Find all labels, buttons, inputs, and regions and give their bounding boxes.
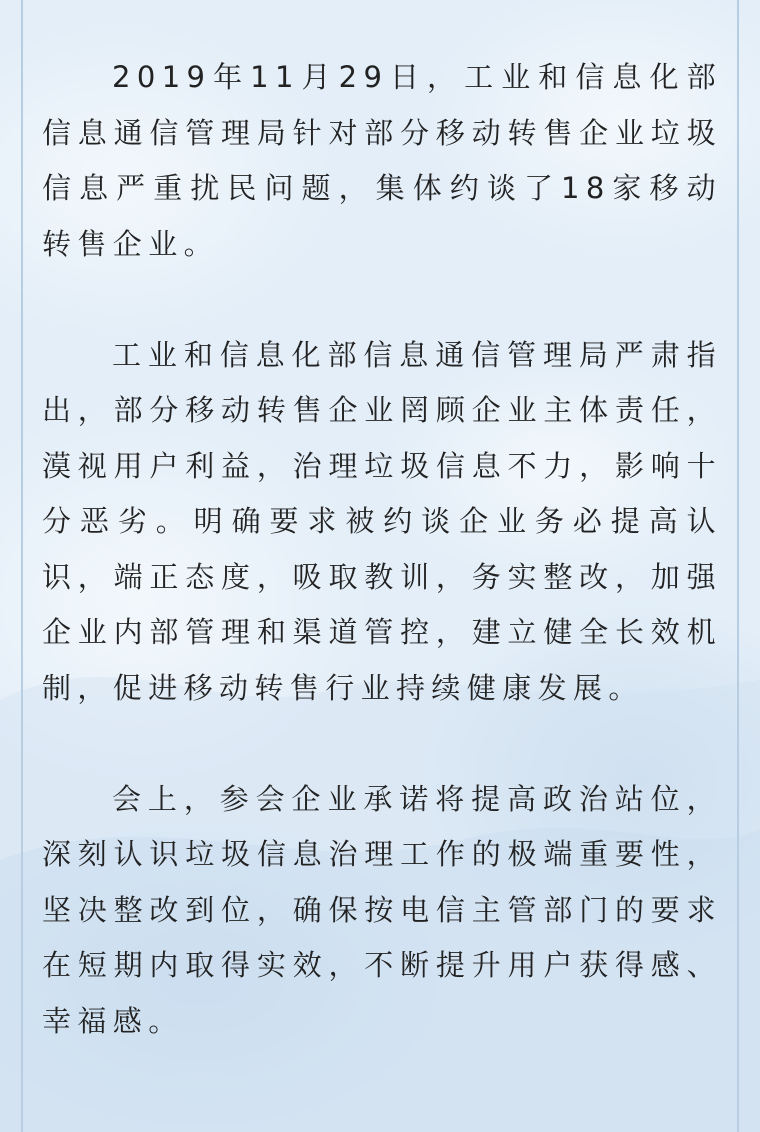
article-paragraph-3: 会上，参会企业承诺将提高政治站位，深刻认识垃圾信息治理工作的极端重要性，坚决整改到位，确保按电信主管部门的要求在短期内取得实效，不断提升用户获得感、幸福感。 — [42, 781, 722, 1038]
article-body — [42, 50, 722, 1049]
article-paragraph-2: 工业和信息化部信息通信管理局严肃指出，部分移动转售企业罔顾企业主体责任，漠视用户利益，治理垃圾信息不力，影响十分恶劣。明确要求被约谈企业务必提高认识，端正态度，吸取教训，务实整改，加强企业内部管理和渠道管控，建立健全长效机制，促进移动转售行业持续健康发展。 — [42, 337, 722, 705]
article-paragraph-1: 2019年11月29日，工业和信息化部信息通信管理局针对部分移动转售企业垃圾信息严重扰民问题，集体约谈了18家移动转售企业。 — [42, 60, 722, 261]
